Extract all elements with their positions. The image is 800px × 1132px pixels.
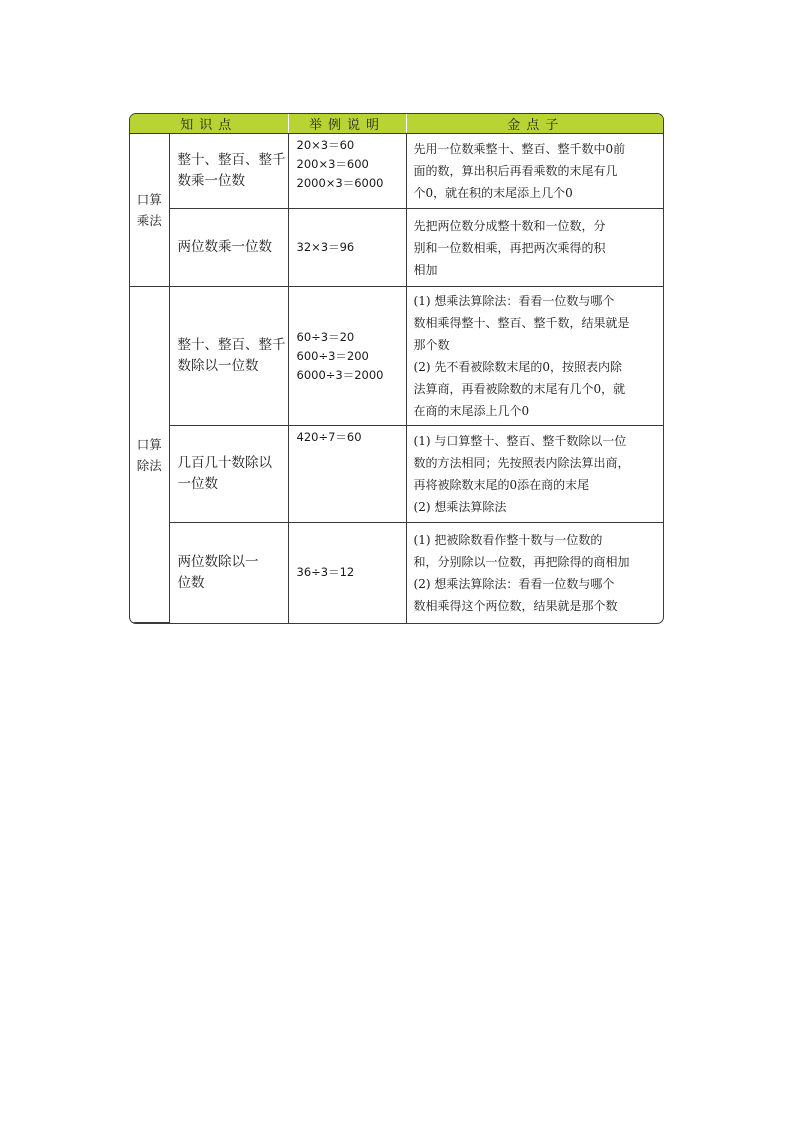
topic-cell: 两位数除以一 位数 <box>169 523 288 623</box>
tip-cell: 先用一位数乘整十、整百、整千数中0前 面的数，算出积后再看乘数的末尾有几 个0，就在积的末尾添上几个0 <box>406 134 664 209</box>
example-cell: 20×3＝60 200×3＝600 2000×3＝6000 <box>288 134 406 209</box>
header-tips: 金点子 <box>406 114 664 134</box>
header-example: 举例说明 <box>288 114 406 134</box>
table-row <box>130 426 664 523</box>
table-row <box>130 209 664 287</box>
tip-cell: (1) 想乘法算除法：看看一位数与哪个 数相乘得整十、整百、整千数，结果就是 那个数 (2) 先不看被除数末尾的0，按照表内除 法算商，再看被除数的末尾有几个0，就 在商的末尾添上几个0 <box>406 287 664 426</box>
example-cell: 36÷3＝12 <box>288 523 406 623</box>
tip-cell: 先把两位数分成整十数和一位数，分 别和一位数相乘，再把两次乘得的积 相加 <box>406 209 664 287</box>
topic-cell: 整十、整百、整千 数除以一位数 <box>169 287 288 426</box>
topic-cell: 两位数乘一位数 <box>169 209 288 287</box>
topic-cell: 整十、整百、整千 数乘一位数 <box>169 134 288 209</box>
category-oral-multiplication: 口算 乘法 <box>130 134 169 287</box>
topic-cell: 几百几十数除以 一位数 <box>169 426 288 523</box>
knowledge-table-card <box>129 113 664 624</box>
header-row <box>130 114 664 134</box>
header-knowledge: 知识点 <box>130 114 288 134</box>
example-cell: 420÷7＝60 <box>288 426 406 523</box>
example-cell: 60÷3＝20 600÷3＝200 6000÷3＝2000 <box>288 287 406 426</box>
knowledge-table <box>130 114 664 623</box>
tip-cell: (1) 与口算整十、整百、整千数除以一位 数的方法相同；先按照表内除法算出商， 再将被除数末尾的0添在商的末尾 (2) 想乘法算除法 <box>406 426 664 523</box>
category-oral-division: 口算 除法 <box>130 287 169 623</box>
table-row <box>130 134 664 209</box>
table-row <box>130 287 664 426</box>
table-row <box>130 523 664 623</box>
example-cell: 32×3＝96 <box>288 209 406 287</box>
tip-cell: (1) 把被除数看作整十数与一位数的 和，分别除以一位数，再把除得的商相加 (2) 想乘法算除法：看看一位数与哪个 数相乘得这个两位数，结果就是那个数 <box>406 523 664 623</box>
